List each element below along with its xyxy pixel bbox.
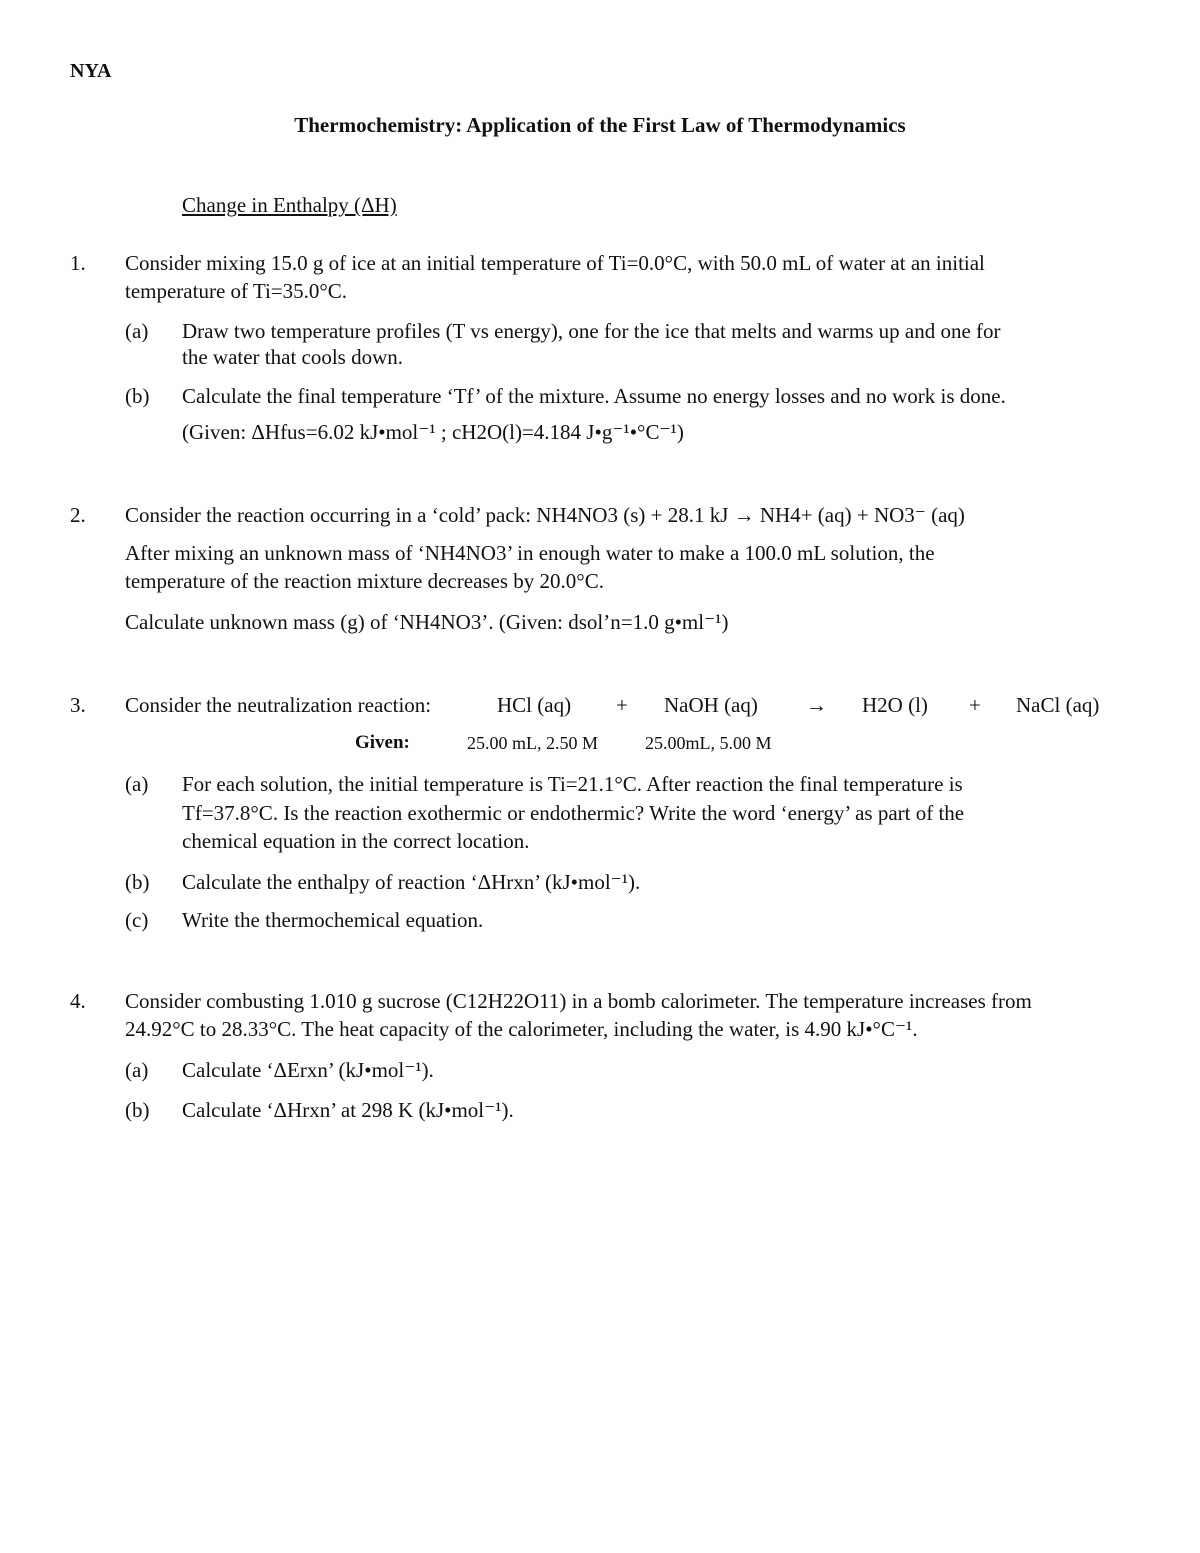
q1-line1: Consider mixing 15.0 g of ice at an initial temperature of Ti=0.0°C, with 50.0 mL of water at an initial (125, 251, 985, 275)
q2-number: 2. (70, 503, 86, 527)
q3a-label: (a) (125, 772, 149, 796)
q3-given-naoh: 25.00mL, 5.00 M (645, 733, 772, 753)
q3a-line2: Tf=37.8°C. Is the reaction exothermic or endothermic? Write the word ‘energy’ as part of the (182, 801, 965, 825)
q3-given-label: Given: (355, 732, 410, 753)
q4b-label: (b) (125, 1098, 150, 1122)
q2-line4: Calculate unknown mass (g) of ‘NH4NO3’. (Given: dsol’n=1.0 g•ml⁻¹) (125, 610, 729, 634)
q3-intro: Consider the neutralization reaction: (125, 693, 432, 717)
q3b-label: (b) (125, 870, 150, 894)
q1-line2: temperature of Ti=35.0°C. (125, 279, 348, 303)
eq-product-nacl: NaCl (aq) (1016, 693, 1100, 717)
eq-plus-1: + (616, 693, 628, 717)
q1-number: 1. (70, 251, 86, 275)
q2-line1: Consider the reaction occurring in a ‘cold’ pack: NH4NO3 (s) + 28.1 kJ → NH4+ (aq) + NO3⁻ (aq) (125, 503, 965, 527)
q4-number: 4. (70, 989, 86, 1013)
q3c-label: (c) (125, 908, 149, 932)
q4a-label: (a) (125, 1058, 149, 1082)
q2-line3: temperature of the reaction mixture decreases by 20.0°C. (125, 569, 604, 593)
section-title: Change in Enthalpy (ΔH) (182, 193, 397, 217)
q3b-line1: Calculate the enthalpy of reaction ‘ΔHrxn’ (kJ•mol⁻¹). (182, 870, 641, 894)
q4-line2: 24.92°C to 28.33°C. The heat capacity of the calorimeter, including the water, is 4.90 kJ•°C⁻¹. (125, 1017, 918, 1041)
q1a-line2: the water that cools down. (182, 345, 404, 369)
course-code: NYA (70, 60, 112, 82)
q3-given-hcl: 25.00 mL, 2.50 M (467, 733, 599, 753)
eq-reactant-naoh: NaOH (aq) (664, 693, 758, 717)
q1b-line2: (Given: ΔHfus=6.02 kJ•mol⁻¹ ; cH2O(l)=4.184 J•g⁻¹•°C⁻¹) (182, 420, 684, 444)
q2-line2: After mixing an unknown mass of ‘NH4NO3’ in enough water to make a 100.0 mL solution, the (125, 541, 935, 565)
q1a-line1: Draw two temperature profiles (T vs energy), one for the ice that melts and warms up and one for (182, 319, 1001, 343)
q4a-line1: Calculate ‘ΔErxn’ (kJ•mol⁻¹). (182, 1058, 434, 1082)
q1b-label: (b) (125, 384, 150, 408)
page-title: Thermochemistry: Application of the First Law of Thermodynamics (294, 113, 906, 137)
q3c-line1: Write the thermochemical equation. (182, 908, 484, 932)
q1a-label: (a) (125, 319, 149, 343)
q3a-line3: chemical equation in the correct location. (182, 829, 530, 853)
eq-product-water: H2O (l) (862, 693, 928, 717)
q4-line1: Consider combusting 1.010 g sucrose (C12H22O11) in a bomb calorimeter. The temperature increases from (125, 989, 1032, 1013)
eq-reactant-hcl: HCl (aq) (497, 693, 572, 717)
eq-arrow: → (806, 693, 827, 717)
q1b-line1: Calculate the final temperature ‘Tf’ of the mixture. Assume no energy losses and no work is done. (182, 384, 1006, 408)
q3-number: 3. (70, 693, 86, 717)
eq-plus-2: + (969, 693, 981, 717)
q3a-line1: For each solution, the initial temperature is Ti=21.1°C. After reaction the final temperature is (182, 772, 963, 796)
q4b-line1: Calculate ‘ΔHrxn’ at 298 K (kJ•mol⁻¹). (182, 1098, 514, 1122)
